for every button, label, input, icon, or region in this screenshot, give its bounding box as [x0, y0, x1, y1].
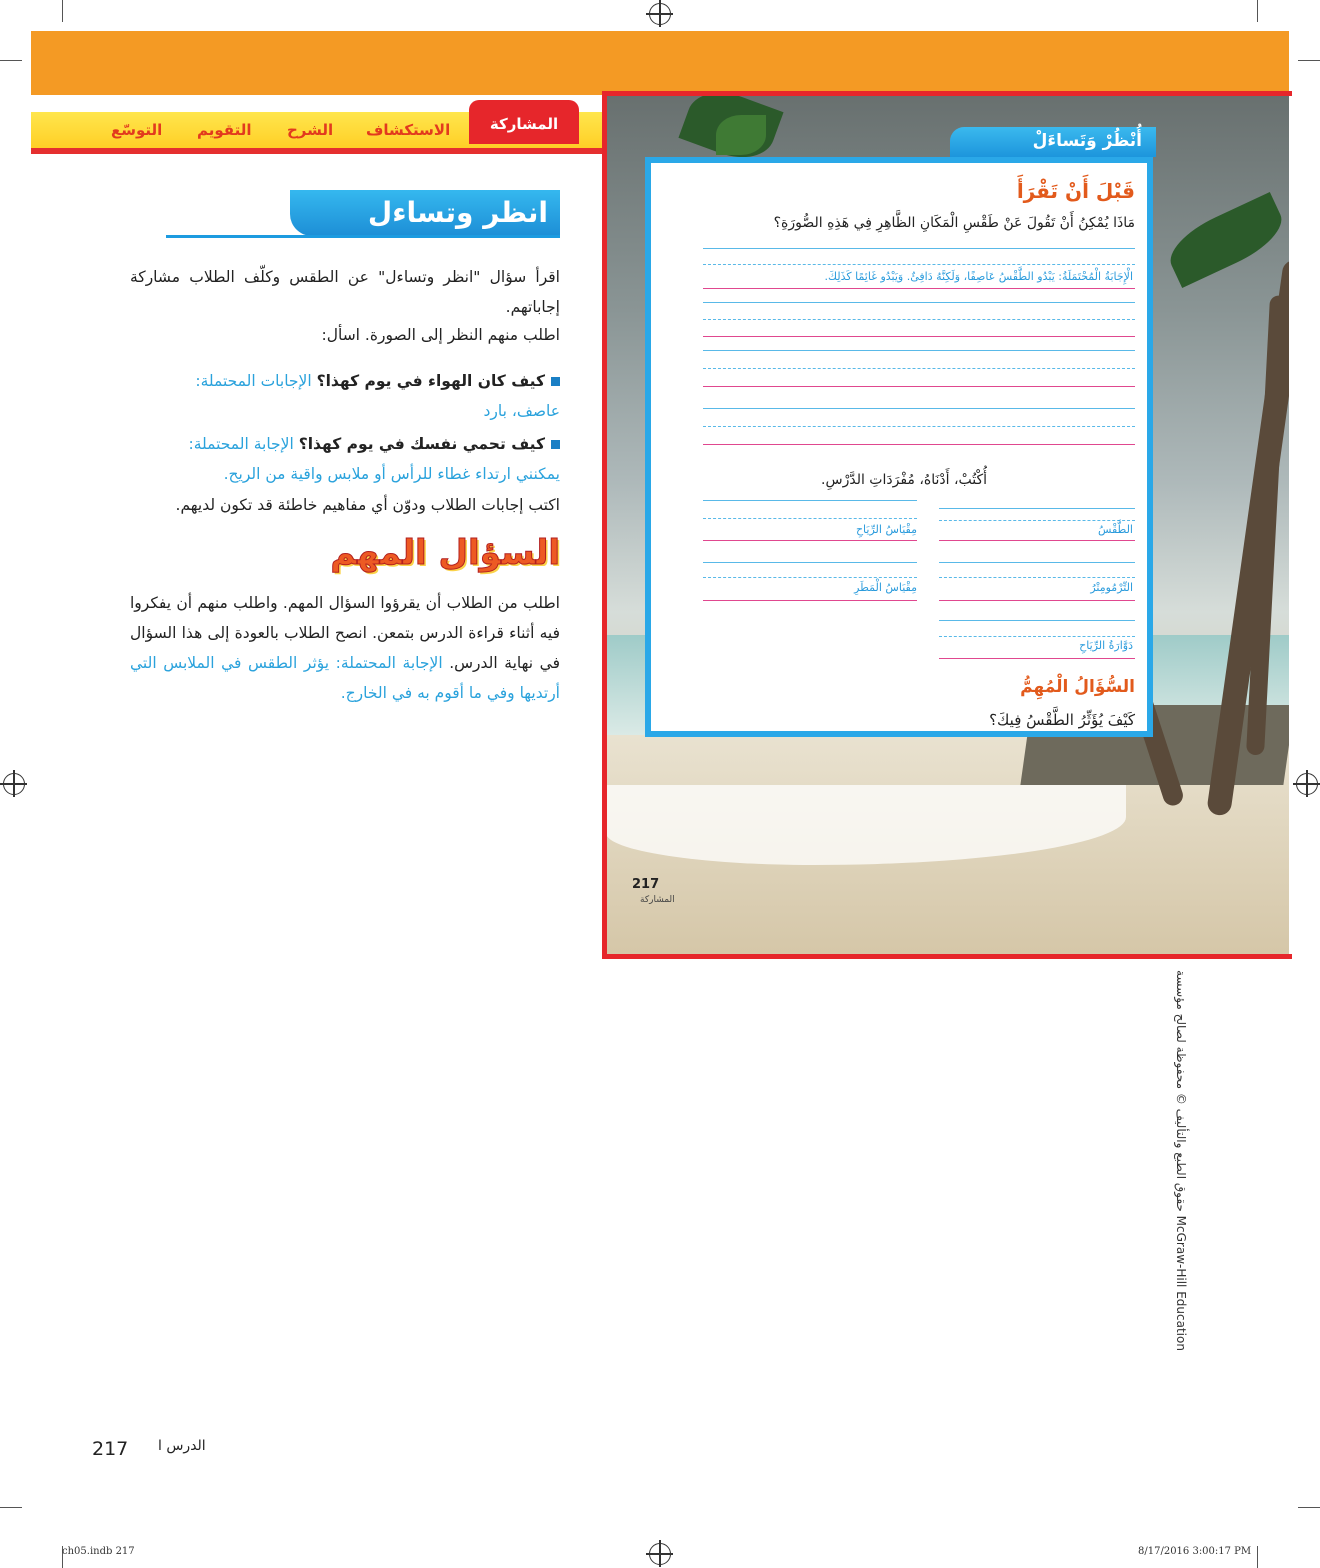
page-number: 217	[92, 1438, 129, 1460]
registration-mark-left	[3, 773, 25, 795]
registration-mark-top	[649, 3, 671, 25]
essential-question-label: السُّؤَالُ الْمُهِمُّ	[1020, 677, 1135, 697]
header-band	[31, 31, 1289, 95]
tab-explore[interactable]: الاستكشاف	[366, 121, 451, 139]
intro-paragraph: اقرأ سؤال "انظر وتساءل" عن الطقس وكلّف الطلاب مشاركة إجاباتهم.	[130, 268, 560, 316]
question-2-answer: يمكنني ارتداء غطاء للرأس أو ملابس واقية من الريح.	[223, 465, 560, 483]
panel-tab-label: أُنْظُرْ وَتَساءَلْ	[1032, 131, 1142, 151]
question-2	[130, 429, 560, 489]
tab-engage[interactable]	[469, 100, 579, 144]
question-1-label: الإجابات المحتملة:	[195, 372, 312, 390]
vocab-word-4: مِقْيَاسُ الْمَطَرِ	[854, 581, 917, 594]
weather-question: مَاذَا يُمْكِنُ أَنْ تَقُولَ عَنْ طَقْسِ الْمَكَانِ الظَّاهِرِ فِي هَذِهِ الصُّورَةِ؟	[773, 215, 1135, 231]
answer-line-text: الْإِجَابَةُ الْمُحْتَمَلَةُ: يَبْدُو الطَّقْسُ عَاصِفًا، وَلَكِنَّهُ دَافِئٌ. وَيَبْدُو غَائِمًا كَذَلِكَ.	[824, 270, 1133, 283]
photo-page-label: المشاركة	[640, 895, 675, 905]
registration-mark-right	[1296, 773, 1318, 795]
vocab-word-2: مِقْيَاسُ الرِّيَاحِ	[855, 523, 917, 536]
record-paragraph: اكتب إجابات الطلاب ودوّن أي مفاهيم خاطئة قد تكون لديهم.	[175, 496, 560, 514]
vocab-word-3: التِّرْمُومِتْرُ	[1090, 581, 1133, 594]
tab-explain[interactable]: الشرح	[287, 121, 334, 139]
section-heading	[166, 190, 560, 238]
essential-question: كَيْفَ يُؤَثِّرُ الطَّقْسُ فِيكَ؟	[989, 711, 1135, 729]
before-reading-heading: قَبْلَ أَنْ تَقْرَأَ	[1016, 179, 1135, 203]
ask-paragraph: اطلب منهم النظر إلى الصورة. اسأل:	[321, 326, 560, 344]
question-1-text: كيف كان الهواء في يوم كهذا؟	[316, 372, 545, 390]
worksheet-panel	[645, 157, 1153, 737]
vocab-word-1: الطَّقْسُ	[1097, 523, 1133, 536]
essential-paragraph	[130, 588, 560, 708]
lesson-label: الدرس ا	[158, 1438, 206, 1454]
tab-engage-label: المشاركة	[489, 115, 559, 133]
section-heading-text: انظر وتساءل	[367, 196, 548, 229]
vocab-instruction: أُكْتُبْ، أَدْنَاهُ، مُفْرَدَاتِ الدَّرْسِ.	[821, 472, 987, 488]
question-2-label: الإجابة المحتملة:	[188, 435, 294, 453]
question-1-answer: عاصف، بارد	[483, 402, 560, 420]
bullet-icon	[551, 440, 560, 449]
tab-evaluate[interactable]: التقويم	[197, 121, 252, 139]
bullet-icon	[551, 377, 560, 386]
tab-extend[interactable]: التوسّع	[111, 121, 163, 139]
essential-question-heading: السؤال المهم	[330, 533, 560, 573]
panel-tab	[950, 127, 1156, 157]
question-2-text: كيف تحمي نفسك في يوم كهذا؟	[298, 435, 545, 453]
copyright-notice: حقوق الطبع والتأليف © محفوظة لصالح مؤسسة McGraw-Hill Education	[1174, 970, 1188, 1351]
essential-text: اطلب من الطلاب أن يقرؤوا السؤال المهم. واطلب منهم أن يفكروا فيه أثناء قراءة الدرس بتمعن. انصح الطلاب بالعودة إلى هذا السؤال في نهاية الدرس.	[130, 594, 560, 672]
registration-mark-bottom	[649, 1543, 671, 1565]
photo-page-number: 217	[632, 877, 660, 892]
file-slug: ch05.indb 217	[62, 1546, 135, 1557]
essential-answer: الإجابة المحتملة: يؤثر الطقس في الملابس التي أرتديها وفي ما أقوم به في الخارج.	[130, 654, 560, 702]
vocab-word-5: دَوَّارَةُ الرِّيَاحِ	[1079, 639, 1133, 652]
question-1	[130, 366, 560, 426]
print-timestamp: 8/17/2016 3:00:17 PM	[1138, 1546, 1252, 1557]
